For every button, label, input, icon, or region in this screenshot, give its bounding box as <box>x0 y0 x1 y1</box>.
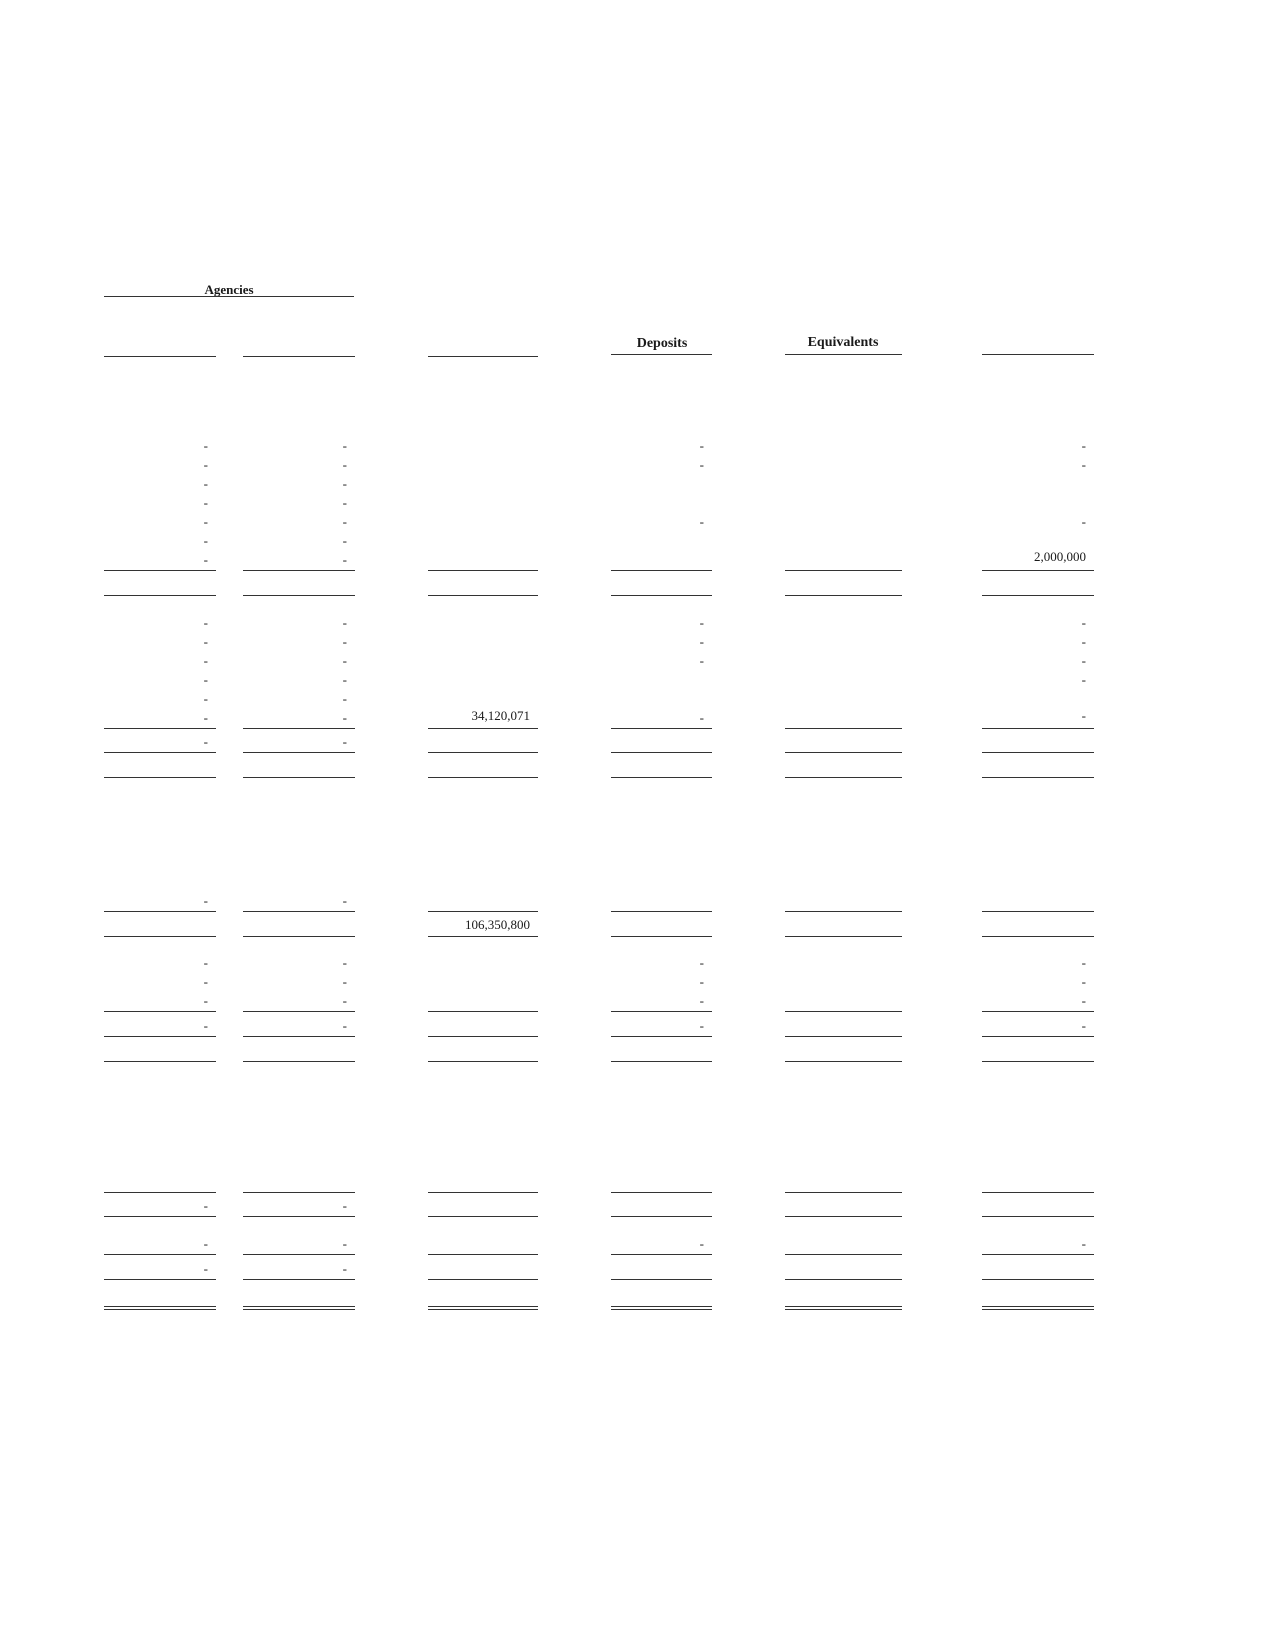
dash-value: - <box>342 615 347 630</box>
total-rule <box>428 595 538 596</box>
dash-value: - <box>1081 514 1086 529</box>
dash-value: - <box>342 893 347 908</box>
col3-total-3: 106,350,800 <box>465 917 530 932</box>
dash-value: - <box>342 974 347 989</box>
subtotal-rule <box>428 570 538 571</box>
dash-value: - <box>1081 672 1086 687</box>
dash-value: - <box>699 1018 704 1033</box>
dash-value: - <box>342 552 347 567</box>
dash-value: - <box>699 974 704 989</box>
dash-value: - <box>203 993 208 1008</box>
dash-value: - <box>342 634 347 649</box>
dash-value: - <box>203 634 208 649</box>
dash-value: - <box>1081 634 1086 649</box>
dash-value: - <box>342 495 347 510</box>
dash-value: - <box>342 438 347 453</box>
total-rule <box>785 777 902 778</box>
total-rule <box>428 1279 538 1280</box>
total-rule <box>428 1036 538 1037</box>
dash-value: - <box>342 476 347 491</box>
total-rule <box>785 752 902 753</box>
dash-value: - <box>342 993 347 1008</box>
total-rule <box>611 1216 712 1217</box>
dash-value: - <box>203 1236 208 1251</box>
dash-value: - <box>699 514 704 529</box>
dash-value: - <box>699 438 704 453</box>
subtotal-rule <box>104 570 216 571</box>
total-rule <box>104 1279 216 1280</box>
subtotal-rule <box>104 911 216 912</box>
subtotal-rule <box>611 1011 712 1012</box>
dash-value: - <box>1081 457 1086 472</box>
dash-value: - <box>203 653 208 668</box>
dash-value: - <box>203 691 208 706</box>
dash-value: - <box>342 1198 347 1213</box>
dash-value: - <box>203 438 208 453</box>
dash-value: - <box>203 495 208 510</box>
dash-value: - <box>342 533 347 548</box>
total-rule <box>428 752 538 753</box>
subtotal-rule <box>243 728 355 729</box>
subtotal-rule <box>611 570 712 571</box>
subtotal-rule <box>785 1011 902 1012</box>
total-rule <box>428 1061 538 1062</box>
dash-value: - <box>203 672 208 687</box>
dash-value: - <box>1081 615 1086 630</box>
total-rule <box>611 1279 712 1280</box>
dash-value: - <box>203 974 208 989</box>
total-rule <box>104 752 216 753</box>
header-rule <box>785 354 902 355</box>
subtotal-rule <box>428 911 538 912</box>
subtotal-rule <box>611 728 712 729</box>
subtotal-rule <box>611 911 712 912</box>
total-rule <box>243 595 355 596</box>
total-rule <box>428 936 538 937</box>
subtotal-rule <box>785 1254 902 1255</box>
total-rule <box>982 1216 1094 1217</box>
dash-value: - <box>1081 955 1086 970</box>
subtotal-rule <box>611 1254 712 1255</box>
total-rule <box>982 777 1094 778</box>
total-rule <box>243 1216 355 1217</box>
dash-value: - <box>342 653 347 668</box>
total-rule <box>785 1061 902 1062</box>
dash-value: - <box>203 893 208 908</box>
subtotal-rule <box>785 911 902 912</box>
total-rule <box>611 1036 712 1037</box>
total-rule <box>104 1061 216 1062</box>
subtotal-rule <box>982 1011 1094 1012</box>
dash-value: - <box>203 476 208 491</box>
header-agencies-underline <box>104 296 354 297</box>
total-rule <box>611 777 712 778</box>
subtotal-rule <box>785 1192 902 1193</box>
dash-value: - <box>1081 993 1086 1008</box>
col3-total-2: 34,120,071 <box>471 708 530 723</box>
dash-value: - <box>203 552 208 567</box>
dash-value: - <box>342 734 347 749</box>
total-rule <box>982 1279 1094 1280</box>
header-rule <box>104 356 216 357</box>
subtotal-rule <box>982 728 1094 729</box>
subtotal-rule <box>428 1254 538 1255</box>
subtotal-rule <box>982 1254 1094 1255</box>
subtotal-rule <box>982 1192 1094 1193</box>
total-rule <box>104 1036 216 1037</box>
dash-value: - <box>699 457 704 472</box>
total-rule <box>611 936 712 937</box>
dash-value: - <box>203 710 208 725</box>
total-rule <box>611 1061 712 1062</box>
dash-value: - <box>699 653 704 668</box>
header-rule <box>428 356 538 357</box>
dash-value: - <box>203 955 208 970</box>
dash-value: - <box>203 1198 208 1213</box>
total-rule <box>982 1036 1094 1037</box>
total-rule <box>982 936 1094 937</box>
total-rule <box>785 1216 902 1217</box>
dash-value: - <box>203 1261 208 1276</box>
total-rule <box>982 752 1094 753</box>
dash-value: - <box>1081 1236 1086 1251</box>
subtotal-rule <box>104 728 216 729</box>
dash-value: - <box>699 993 704 1008</box>
dash-value: - <box>699 634 704 649</box>
header-rule <box>982 354 1094 355</box>
dash-value: - <box>203 457 208 472</box>
total-rule <box>104 595 216 596</box>
total-rule <box>243 777 355 778</box>
dash-value: - <box>203 1018 208 1033</box>
header-rule <box>243 356 355 357</box>
dash-value: - <box>342 955 347 970</box>
total-rule <box>243 936 355 937</box>
subtotal-rule <box>243 1192 355 1193</box>
dash-value: - <box>1081 708 1086 723</box>
subtotal-rule <box>243 1011 355 1012</box>
dash-value: - <box>1081 974 1086 989</box>
dash-value: - <box>342 457 347 472</box>
total-rule <box>785 595 902 596</box>
dash-value: - <box>342 710 347 725</box>
subtotal-rule <box>104 1192 216 1193</box>
dash-value: - <box>342 691 347 706</box>
header-equivalents: Equivalents <box>807 335 879 350</box>
total-rule <box>243 1061 355 1062</box>
dash-value: - <box>342 514 347 529</box>
col6-total-1: 2,000,000 <box>1034 549 1086 564</box>
header-deposits: Deposits <box>636 336 688 351</box>
subtotal-rule <box>243 1254 355 1255</box>
total-rule <box>785 1279 902 1280</box>
total-rule <box>428 1216 538 1217</box>
subtotal-rule <box>428 1192 538 1193</box>
total-rule <box>243 1036 355 1037</box>
total-rule <box>104 1216 216 1217</box>
grand-total-double-rule <box>428 1306 538 1310</box>
subtotal-rule <box>243 911 355 912</box>
grand-total-double-rule <box>982 1306 1094 1310</box>
dash-value: - <box>342 1018 347 1033</box>
total-rule <box>243 1279 355 1280</box>
subtotal-rule <box>785 570 902 571</box>
grand-total-double-rule <box>611 1306 712 1310</box>
total-rule <box>611 595 712 596</box>
subtotal-rule <box>982 570 1094 571</box>
subtotal-rule <box>104 1254 216 1255</box>
dash-value: - <box>203 533 208 548</box>
subtotal-rule <box>428 728 538 729</box>
dash-value: - <box>1081 653 1086 668</box>
dash-value: - <box>342 1236 347 1251</box>
subtotal-rule <box>243 570 355 571</box>
dash-value: - <box>699 1236 704 1251</box>
total-rule <box>982 595 1094 596</box>
header-rule <box>611 354 712 355</box>
total-rule <box>428 777 538 778</box>
total-rule <box>104 936 216 937</box>
total-rule <box>785 936 902 937</box>
grand-total-double-rule <box>104 1306 216 1310</box>
dash-value: - <box>203 734 208 749</box>
dash-value: - <box>699 615 704 630</box>
subtotal-rule <box>104 1011 216 1012</box>
subtotal-rule <box>982 911 1094 912</box>
total-rule <box>982 1061 1094 1062</box>
dash-value: - <box>1081 1018 1086 1033</box>
header-agencies: Agencies <box>204 282 254 297</box>
subtotal-rule <box>785 728 902 729</box>
dash-value: - <box>1081 438 1086 453</box>
subtotal-rule <box>428 1011 538 1012</box>
grand-total-double-rule <box>243 1306 355 1310</box>
dash-value: - <box>203 615 208 630</box>
total-rule <box>611 752 712 753</box>
dash-value: - <box>699 955 704 970</box>
dash-value: - <box>203 514 208 529</box>
total-rule <box>243 752 355 753</box>
dash-value: - <box>342 672 347 687</box>
grand-total-double-rule <box>785 1306 902 1310</box>
dash-value: - <box>342 1261 347 1276</box>
subtotal-rule <box>611 1192 712 1193</box>
dash-value: - <box>699 710 704 725</box>
total-rule <box>104 777 216 778</box>
total-rule <box>785 1036 902 1037</box>
